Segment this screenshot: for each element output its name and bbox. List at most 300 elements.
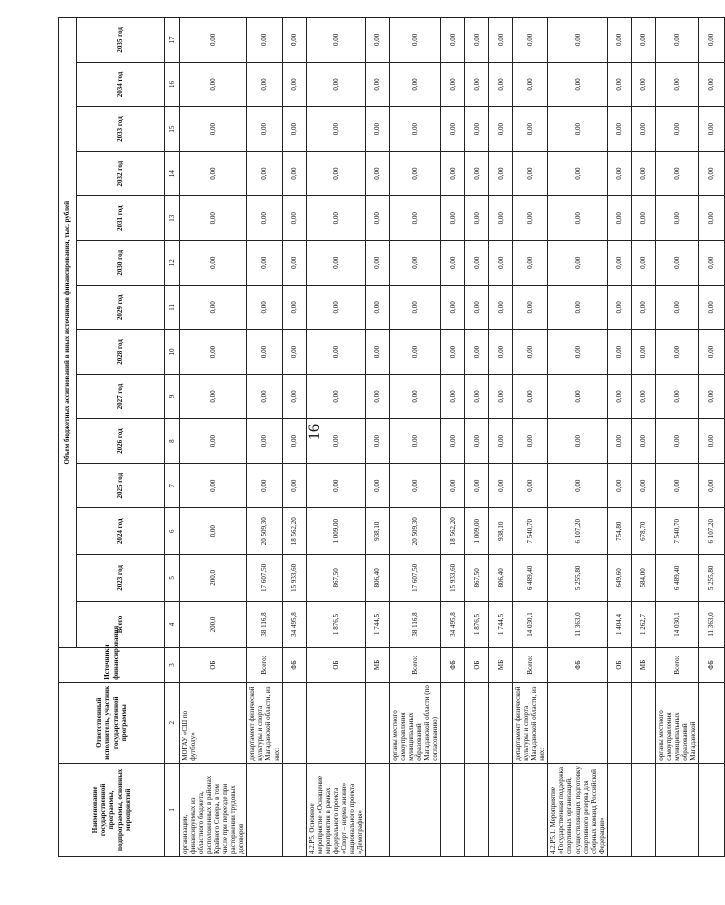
row-value: 0,00 [306, 196, 365, 241]
row-value: 0,00 [655, 285, 698, 330]
row-value: 0,00 [180, 241, 247, 286]
row-value: 0,00 [282, 196, 306, 241]
row-value: 0,00 [655, 196, 698, 241]
row-value: 0,00 [465, 151, 489, 196]
row-value: 15 933,60 [282, 555, 306, 602]
header-index-9: 9 [165, 374, 180, 419]
table-row [513, 18, 548, 857]
header-executor: Ответственный исполнитель, участник государственной программы [59, 682, 165, 763]
row-value: 0,00 [465, 419, 489, 464]
row-value: 6 489,40 [655, 555, 698, 602]
row-value: 34 495,8 [282, 601, 306, 648]
row-executor [548, 682, 607, 763]
row-value: 0,00 [607, 419, 631, 464]
row-value: 0,00 [465, 241, 489, 286]
row-value: 0,00 [489, 196, 513, 241]
row-value: 0,00 [655, 151, 698, 196]
row-value: 0,00 [548, 241, 607, 286]
row-value: 0,00 [631, 18, 655, 63]
row-executor: департамент физической культуры и спорта Магаданской области, из них: [247, 682, 282, 763]
header-index-5: 5 [165, 555, 180, 602]
row-value: 649,60 [607, 555, 631, 602]
row-value: 0,00 [513, 419, 548, 464]
row-value: 0,00 [655, 374, 698, 419]
row-value: 0,00 [489, 151, 513, 196]
row-value: 0,00 [607, 62, 631, 107]
header-index-13: 13 [165, 196, 180, 241]
row-value: 0,00 [441, 419, 465, 464]
row-value: 0,00 [306, 463, 365, 508]
header-year-5: 2027 год [77, 374, 165, 419]
row-value: 0,00 [389, 419, 440, 464]
row-name [282, 763, 306, 856]
row-value: 0,00 [548, 18, 607, 63]
row-executor [365, 682, 389, 763]
row-executor [441, 682, 465, 763]
header-index-1: 1 [165, 763, 180, 856]
row-value: 0,00 [631, 374, 655, 419]
table-row [180, 18, 247, 857]
row-value: 0,00 [698, 151, 724, 196]
row-value: 806,40 [365, 555, 389, 602]
row-name [607, 763, 631, 856]
row-value: 0,00 [631, 285, 655, 330]
header-year-2: 2024 год [77, 508, 165, 555]
row-value: 0,00 [247, 196, 282, 241]
row-value: 0,00 [631, 419, 655, 464]
row-value: 0,00 [607, 107, 631, 152]
row-value: 6 489,40 [513, 555, 548, 602]
row-value: 200,0 [180, 555, 247, 602]
row-value: 0,00 [247, 107, 282, 152]
table-row [698, 18, 724, 857]
row-value: 0,00 [465, 374, 489, 419]
row-value: 0,00 [282, 374, 306, 419]
row-value: 0,00 [389, 285, 440, 330]
row-source: МБ [631, 648, 655, 682]
row-value: 0,00 [282, 463, 306, 508]
row-value: 17 607,50 [247, 555, 282, 602]
row-value: 0,00 [282, 241, 306, 286]
row-source: ФБ [282, 648, 306, 682]
row-value: 0,00 [180, 463, 247, 508]
row-value: 0,00 [306, 285, 365, 330]
table-row [365, 18, 389, 857]
header-source: Источники финансирования [59, 648, 165, 682]
header-index-10: 10 [165, 330, 180, 375]
row-value: 1 009,00 [465, 508, 489, 555]
row-value: 0,00 [389, 107, 440, 152]
row-value: 18 562,20 [282, 508, 306, 555]
row-value: 0,00 [365, 107, 389, 152]
row-value: 0,00 [548, 62, 607, 107]
row-value: 1 744,5 [365, 601, 389, 648]
row-value: 0,00 [698, 196, 724, 241]
row-value: 0,00 [180, 107, 247, 152]
row-value: 0,00 [389, 151, 440, 196]
row-value: 11 363,0 [548, 601, 607, 648]
row-executor [282, 682, 306, 763]
row-value: 0,00 [180, 18, 247, 63]
row-value: 1 744,5 [489, 601, 513, 648]
row-value: 0,00 [607, 18, 631, 63]
row-executor [306, 682, 365, 763]
row-name: организации, финансируемых из областного бюджета, расположенных в районах Крайнего Севера, в том числе при переезде при расторжении трудовых договоров [180, 763, 247, 856]
row-value: 0,00 [247, 285, 282, 330]
row-value: 0,00 [306, 241, 365, 286]
row-executor [607, 682, 631, 763]
row-value: 200,0 [180, 601, 247, 648]
header-index-3: 3 [165, 648, 180, 682]
row-value: 0,00 [247, 463, 282, 508]
row-value: 0,00 [247, 374, 282, 419]
row-value: 0,00 [607, 374, 631, 419]
row-value: 15 933,60 [441, 555, 465, 602]
header-index-row [165, 18, 180, 857]
header-index-14: 14 [165, 151, 180, 196]
row-value: 0,00 [365, 374, 389, 419]
row-value: 938,10 [489, 508, 513, 555]
header-index-6: 6 [165, 508, 180, 555]
row-value: 0,00 [513, 62, 548, 107]
row-value: 1 404,4 [607, 601, 631, 648]
row-executor [631, 682, 655, 763]
row-value: 0,00 [441, 330, 465, 375]
row-value: 754,80 [607, 508, 631, 555]
row-value: 0,00 [247, 330, 282, 375]
row-value: 0,00 [282, 107, 306, 152]
row-value: 867,50 [465, 555, 489, 602]
header-year-9: 2031 год [77, 196, 165, 241]
row-source: ФБ [698, 648, 724, 682]
row-value: 0,00 [282, 285, 306, 330]
row-value: 0,00 [698, 463, 724, 508]
row-value: 0,00 [180, 419, 247, 464]
row-value: 0,00 [441, 241, 465, 286]
row-value: 38 116,8 [389, 601, 440, 648]
header-name: Наименование государственной программы, подпрограммы, основных мероприятий [59, 763, 165, 856]
row-name [465, 763, 489, 856]
row-value: 0,00 [247, 151, 282, 196]
row-source: ОБ [306, 648, 365, 682]
row-value: 0,00 [513, 151, 548, 196]
row-value: 0,00 [247, 419, 282, 464]
header-group: Объем бюджетных ассигнований в иных источников финансирования, тыс. рублей [59, 18, 77, 648]
row-value: 0,00 [306, 151, 365, 196]
row-value: 0,00 [607, 285, 631, 330]
row-value: 18 562,20 [441, 508, 465, 555]
row-value: 1 876,5 [306, 601, 365, 648]
row-value: 0,00 [282, 419, 306, 464]
row-value: 0,00 [365, 419, 389, 464]
row-value: 0,00 [548, 107, 607, 152]
table-row [441, 18, 465, 857]
row-value: 0,00 [180, 508, 247, 555]
header-year-8: 2030 год [77, 241, 165, 286]
row-source: МБ [365, 648, 389, 682]
row-value: 806,40 [489, 555, 513, 602]
header-index-15: 15 [165, 107, 180, 152]
row-value: 0,00 [389, 374, 440, 419]
row-source: ОБ [180, 648, 247, 682]
row-value: 6 107,20 [548, 508, 607, 555]
row-value: 0,00 [365, 151, 389, 196]
row-value: 0,00 [631, 62, 655, 107]
row-source: Всего: [247, 648, 282, 682]
row-value: 0,00 [465, 107, 489, 152]
row-executor [465, 682, 489, 763]
row-value: 0,00 [655, 419, 698, 464]
header-index-11: 11 [165, 285, 180, 330]
table-row [282, 18, 306, 857]
row-value: 0,00 [441, 374, 465, 419]
table-row [655, 18, 698, 857]
row-value: 0,00 [489, 18, 513, 63]
row-value: 0,00 [489, 241, 513, 286]
row-value: 0,00 [607, 151, 631, 196]
row-value: 0,00 [489, 419, 513, 464]
row-value: 0,00 [513, 107, 548, 152]
row-value: 0,00 [365, 241, 389, 286]
row-value: 938,10 [365, 508, 389, 555]
header-index-12: 12 [165, 241, 180, 286]
row-value: 20 509,30 [389, 508, 440, 555]
row-value: 17 607,50 [389, 555, 440, 602]
header-index-4: 4 [165, 601, 180, 648]
row-value: 0,00 [282, 62, 306, 107]
row-name [631, 763, 655, 856]
row-value: 0,00 [441, 285, 465, 330]
row-executor: органы местного самоуправления муниципальных образований Магаданской области (по согласованию) [389, 682, 440, 763]
row-value: 0,00 [389, 241, 440, 286]
row-value: 0,00 [306, 419, 365, 464]
row-value: 14 030,1 [655, 601, 698, 648]
row-value: 0,00 [365, 196, 389, 241]
row-value: 0,00 [489, 330, 513, 375]
row-value: 0,00 [631, 463, 655, 508]
row-value: 0,00 [282, 151, 306, 196]
row-value: 0,00 [513, 241, 548, 286]
row-value: 0,00 [465, 62, 489, 107]
row-value: 0,00 [465, 196, 489, 241]
row-value: 0,00 [365, 330, 389, 375]
header-year-4: 2026 год [77, 419, 165, 464]
row-value: 0,00 [441, 196, 465, 241]
row-value: 20 509,30 [247, 508, 282, 555]
row-value: 0,00 [282, 330, 306, 375]
row-source: Всего: [389, 648, 440, 682]
row-value: 6 107,20 [698, 508, 724, 555]
row-name [441, 763, 465, 856]
row-executor: департамент физической культуры и спорта Магаданской области, из них: [513, 682, 548, 763]
table-body [180, 18, 725, 857]
row-value: 0,00 [489, 463, 513, 508]
row-value: 0,00 [489, 374, 513, 419]
row-executor [489, 682, 513, 763]
header-index-8: 8 [165, 419, 180, 464]
header-year-10: 2032 год [77, 151, 165, 196]
row-value: 0,00 [607, 330, 631, 375]
row-value: 0,00 [655, 107, 698, 152]
row-value: 0,00 [180, 151, 247, 196]
row-value: 0,00 [306, 107, 365, 152]
row-value: 0,00 [306, 62, 365, 107]
row-value: 0,00 [389, 463, 440, 508]
row-value: 0,00 [548, 196, 607, 241]
header-year-12: 2034 год [77, 62, 165, 107]
row-value: 1 876,5 [465, 601, 489, 648]
row-value: 0,00 [698, 18, 724, 63]
row-value: 0,00 [180, 374, 247, 419]
row-value: 0,00 [631, 241, 655, 286]
row-value: 0,00 [465, 463, 489, 508]
row-value: 0,00 [247, 62, 282, 107]
row-value: 0,00 [631, 107, 655, 152]
row-name: 4.2.Р5.1. Мероприятие «Государственная поддержка спортивных организаций, осуществляющих подготовку спортивного резерва для сборных команд Российской Федерации» [548, 763, 607, 856]
row-value: 0,00 [389, 196, 440, 241]
row-value: 0,00 [365, 62, 389, 107]
table-row [607, 18, 631, 857]
table-row [489, 18, 513, 857]
row-value: 11 363,0 [698, 601, 724, 648]
header-year-0: Всего [77, 601, 165, 648]
table-row [631, 18, 655, 857]
row-source: Всего: [513, 648, 548, 682]
row-value: 0,00 [631, 151, 655, 196]
header-year-3: 2025 год [77, 463, 165, 508]
table-row [465, 18, 489, 857]
row-value: 0,00 [655, 18, 698, 63]
row-value: 0,00 [441, 18, 465, 63]
row-value: 0,00 [548, 330, 607, 375]
row-name [513, 763, 548, 856]
row-value: 0,00 [698, 285, 724, 330]
row-value: 0,00 [548, 419, 607, 464]
row-value: 0,00 [655, 330, 698, 375]
row-value: 34 495,8 [441, 601, 465, 648]
row-value: 0,00 [548, 374, 607, 419]
row-value: 0,00 [465, 285, 489, 330]
row-value: 0,00 [548, 463, 607, 508]
row-value: 0,00 [465, 330, 489, 375]
row-value: 14 030,1 [513, 601, 548, 648]
row-value: 5 255,80 [698, 555, 724, 602]
row-value: 0,00 [513, 330, 548, 375]
row-executor: МОГАУ «СШ по футболу» [180, 682, 247, 763]
row-name: 4.2.Р5. Основное мероприятие «Оснащение мероприятия в рамках федерального проекта «Спорт – норма жизни» национального проекта «Демография» [306, 763, 365, 856]
row-value: 0,00 [698, 241, 724, 286]
row-value: 0,00 [607, 463, 631, 508]
row-value: 0,00 [513, 18, 548, 63]
row-value: 584,00 [631, 555, 655, 602]
row-value: 0,00 [698, 419, 724, 464]
row-value: 0,00 [441, 151, 465, 196]
row-value: 0,00 [365, 285, 389, 330]
row-name [698, 763, 724, 856]
header-year-6: 2028 год [77, 330, 165, 375]
row-value: 0,00 [306, 330, 365, 375]
row-value: 867,50 [306, 555, 365, 602]
row-value: 0,00 [655, 62, 698, 107]
row-value: 5 255,80 [548, 555, 607, 602]
row-value: 0,00 [389, 62, 440, 107]
row-value: 0,00 [631, 330, 655, 375]
row-value: 0,00 [607, 196, 631, 241]
row-value: 0,00 [655, 463, 698, 508]
row-name [655, 763, 698, 856]
row-value: 0,00 [698, 62, 724, 107]
row-source: Всего: [655, 648, 698, 682]
row-value: 7 540,70 [655, 508, 698, 555]
row-value: 0,00 [698, 374, 724, 419]
row-value: 0,00 [441, 107, 465, 152]
row-value: 0,00 [306, 18, 365, 63]
header-index-2: 2 [165, 682, 180, 763]
row-value: 0,00 [306, 374, 365, 419]
row-value: 0,00 [698, 107, 724, 152]
row-value: 0,00 [389, 18, 440, 63]
row-value: 0,00 [548, 285, 607, 330]
row-executor [698, 682, 724, 763]
table-row [247, 18, 282, 857]
header-index-17: 17 [165, 18, 180, 63]
row-value: 1 009,00 [306, 508, 365, 555]
row-value: 0,00 [489, 107, 513, 152]
row-value: 0,00 [631, 196, 655, 241]
row-value: 0,00 [489, 62, 513, 107]
row-value: 0,00 [180, 285, 247, 330]
row-value: 0,00 [655, 241, 698, 286]
header-index-7: 7 [165, 463, 180, 508]
row-value: 0,00 [441, 463, 465, 508]
row-value: 0,00 [513, 196, 548, 241]
row-value: 0,00 [513, 285, 548, 330]
row-executor: органы местного самоуправления муниципальных образований Магаданской [655, 682, 698, 763]
row-value: 0,00 [698, 330, 724, 375]
row-value: 0,00 [180, 196, 247, 241]
row-value: 0,00 [548, 151, 607, 196]
row-value: 0,00 [365, 18, 389, 63]
row-value: 0,00 [489, 285, 513, 330]
row-source: ОБ [465, 648, 489, 682]
table-row [389, 18, 440, 857]
row-value: 0,00 [441, 62, 465, 107]
page-number: 16 [306, 424, 323, 440]
row-source: МБ [489, 648, 513, 682]
row-source: ФБ [548, 648, 607, 682]
row-value: 0,00 [365, 463, 389, 508]
row-value: 0,00 [607, 241, 631, 286]
row-value: 1 262,7 [631, 601, 655, 648]
row-value: 0,00 [247, 18, 282, 63]
row-name [489, 763, 513, 856]
row-value: 0,00 [513, 374, 548, 419]
table-row [306, 18, 365, 857]
row-name [389, 763, 440, 856]
header-index-16: 16 [165, 62, 180, 107]
row-value: 678,70 [631, 508, 655, 555]
rotated-table-container [58, 17, 716, 857]
row-name [365, 763, 389, 856]
row-value: 0,00 [389, 330, 440, 375]
row-value: 0,00 [180, 62, 247, 107]
row-source: ОБ [607, 648, 631, 682]
row-name [247, 763, 282, 856]
row-value: 0,00 [513, 463, 548, 508]
row-value: 0,00 [180, 330, 247, 375]
header-year-11: 2033 год [77, 107, 165, 152]
budget-table [58, 17, 725, 857]
